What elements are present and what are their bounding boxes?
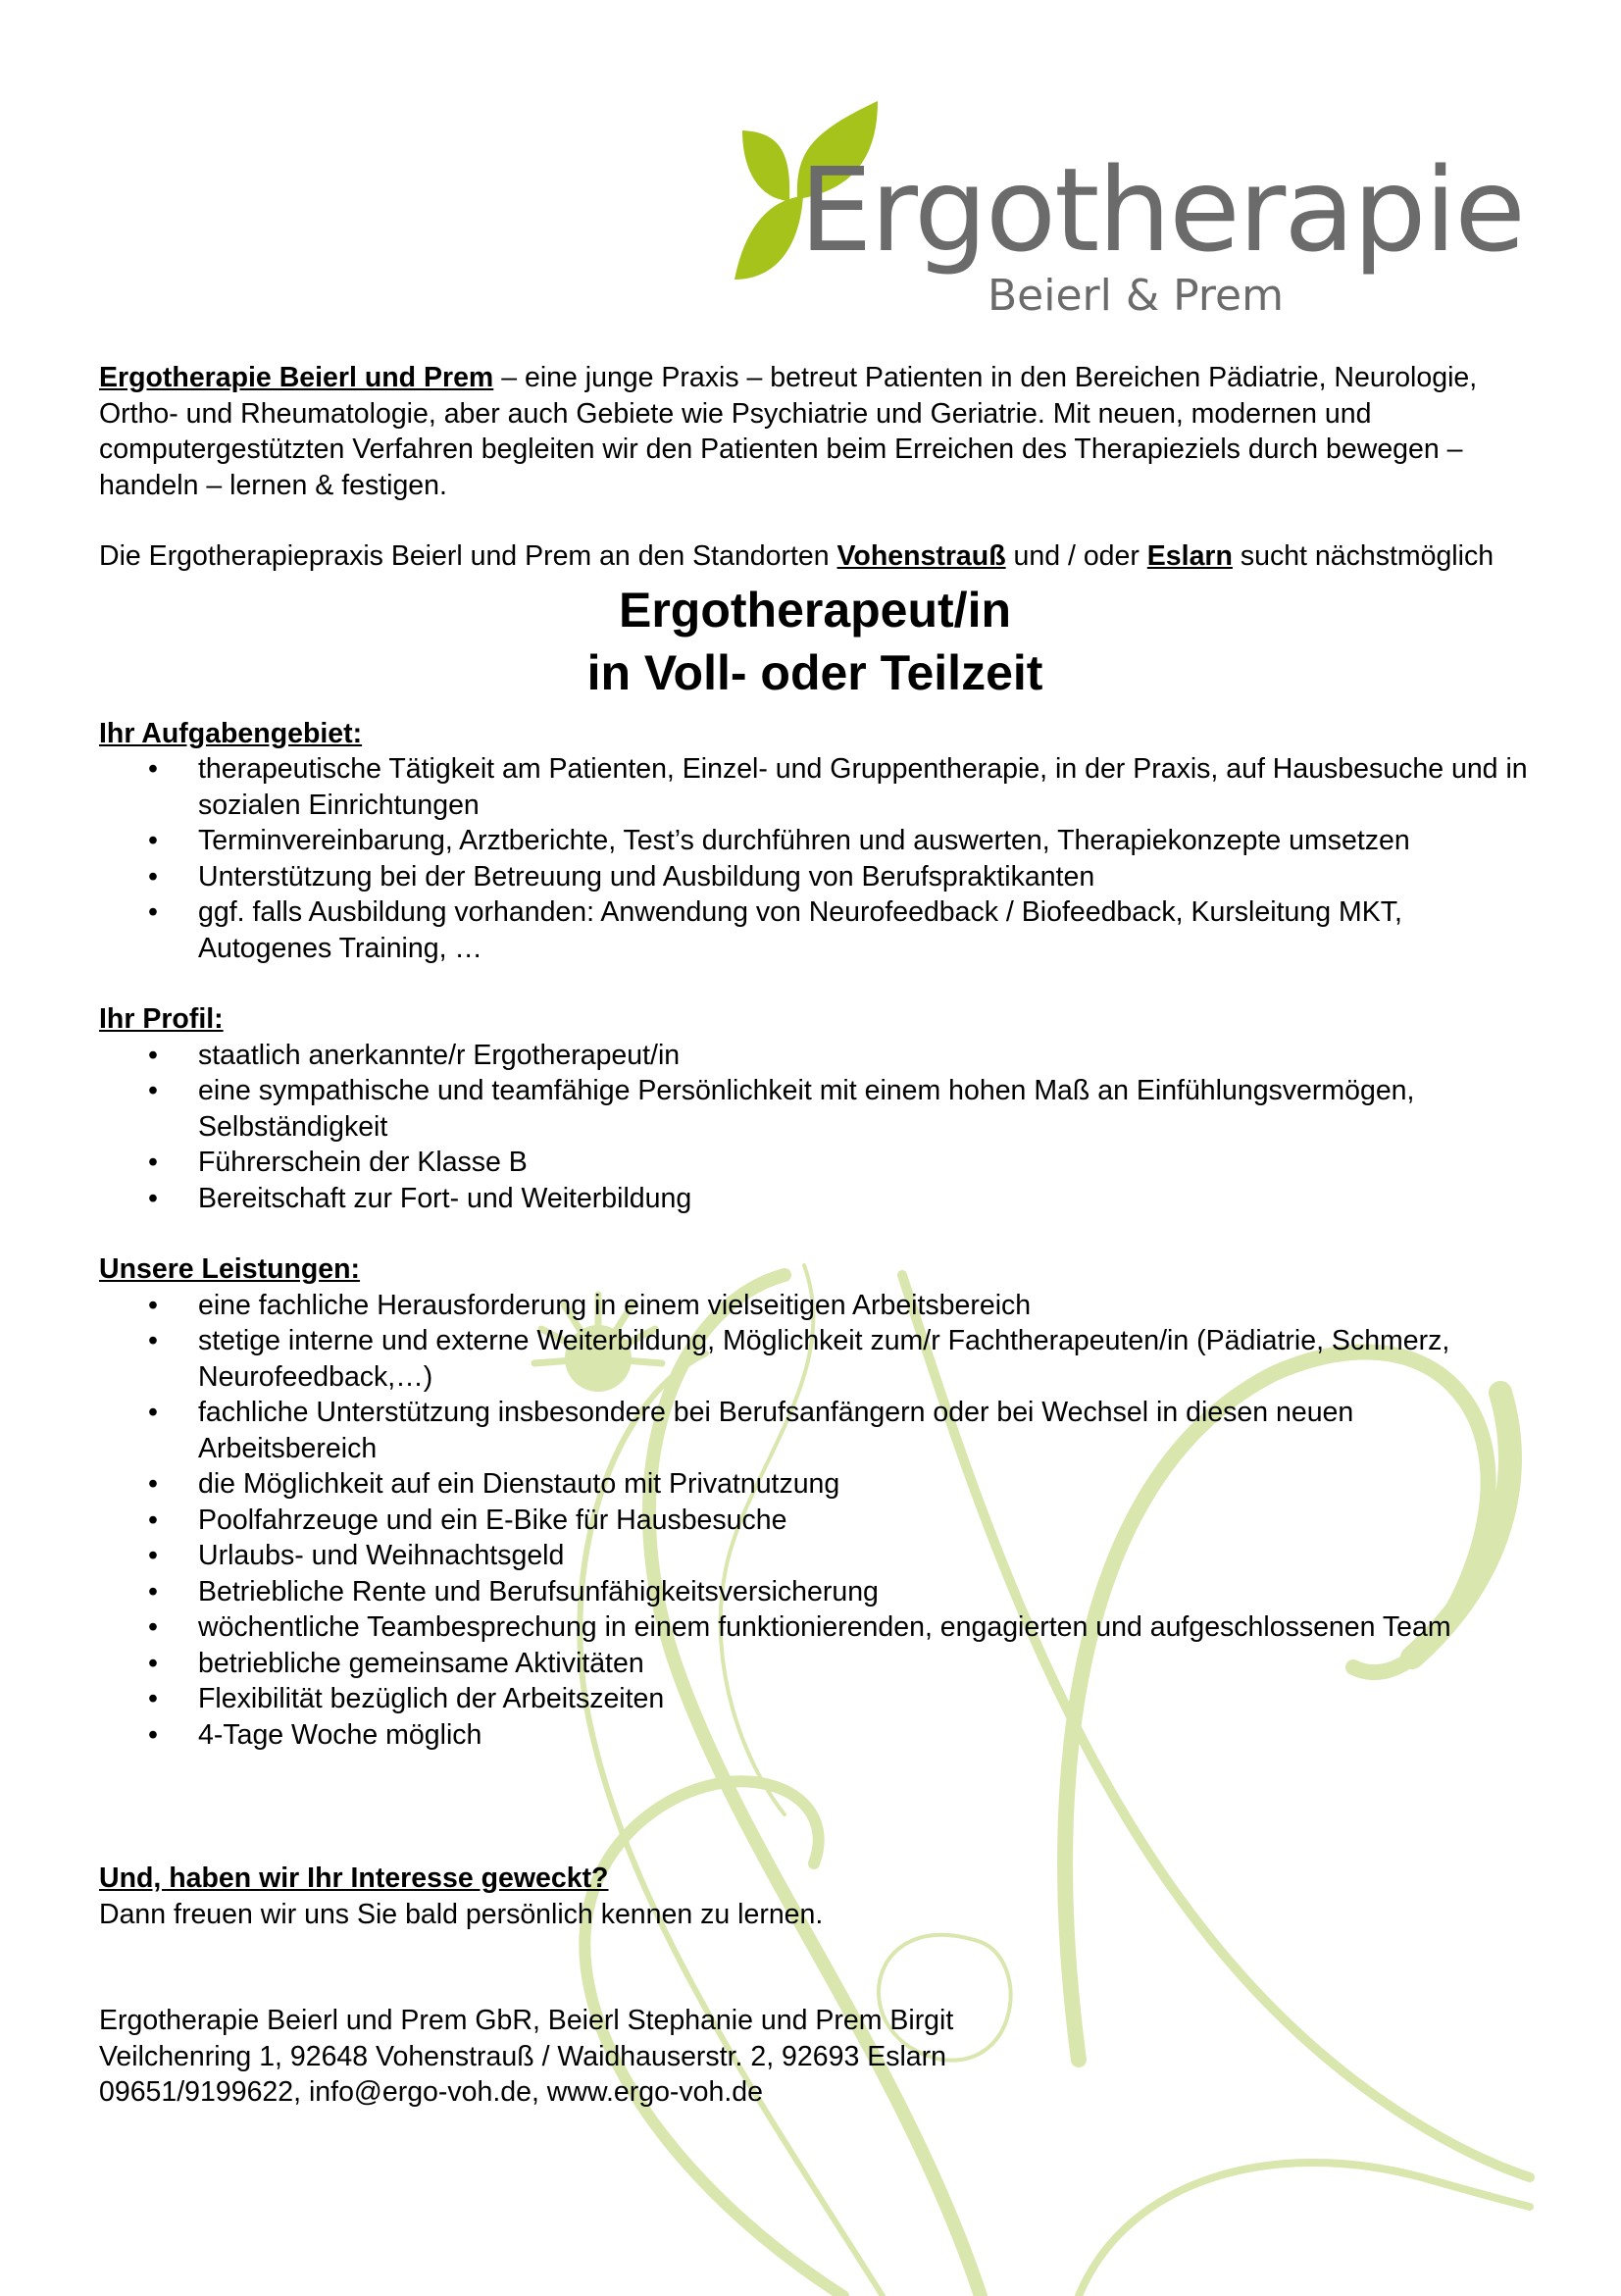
closing-text: Dann freuen wir uns Sie bald persönlich kennen zu lernen.: [99, 1898, 824, 1930]
bullet-icon: •: [148, 1039, 158, 1071]
job-title-line2: in Voll- oder Teilzeit: [586, 644, 1043, 700]
closing-section: [99, 1861, 1531, 1932]
list-item: • wöchentliche Teambesprechung in einem funktionierenden, engagierten und aufgeschlossenen Team: [99, 1609, 1531, 1646]
list-item: • Betriebliche Rente und Berufsunfähigkeitsversicherung: [99, 1574, 1531, 1610]
job-title-line1: Ergotherapeut/in: [618, 582, 1012, 638]
bullet-icon: •: [148, 1468, 158, 1500]
section-heading: Ihr Profil:: [99, 1003, 224, 1035]
closing-heading: Und, haben wir Ihr Interesse geweckt?: [99, 1862, 609, 1894]
bullet-icon: •: [148, 825, 158, 856]
list-item: • Führerschein der Klasse B: [99, 1145, 1531, 1181]
location-vohenstrauss: Vohenstrauß: [836, 540, 1006, 572]
bullet-icon: •: [148, 1575, 158, 1607]
location-eslarn: Eslarn: [1146, 540, 1233, 572]
bullet-icon: •: [148, 1289, 158, 1321]
profile-list: [99, 1038, 1531, 1217]
bullet-icon: •: [148, 1182, 158, 1214]
section-tasks: [99, 716, 1531, 967]
company-logo: [721, 93, 1524, 338]
bullet-icon: •: [148, 1147, 158, 1178]
logo-wordmark: Ergotherapie: [799, 142, 1524, 278]
job-title: [99, 579, 1531, 704]
job-posting: [99, 360, 1531, 2111]
section-benefits: [99, 1251, 1531, 1753]
bullet-icon: •: [148, 896, 158, 928]
list-item: • betriebliche gemeinsame Aktivitäten: [99, 1646, 1531, 1682]
list-item: • die Möglichkeit auf ein Dienstauto mit Privatnutzung: [99, 1466, 1531, 1503]
section-heading: Unsere Leistungen:: [99, 1253, 361, 1285]
search-middle: und / oder: [1005, 540, 1147, 572]
contact-email[interactable]: info@ergo-voh.de: [308, 2076, 532, 2108]
contact-details: 09651/9199622, info@ergo-voh.de, www.ergo-voh.de: [99, 2076, 763, 2108]
list-item: • Unterstützung bei der Betreuung und Ausbildung von Berufspraktikanten: [99, 859, 1531, 895]
list-item: • Terminvereinbarung, Arztberichte, Test’s durchführen und auswerten, Therapiekonzepte umsetzen: [99, 823, 1531, 859]
swirl-bottom-arc: [1079, 2163, 1530, 2296]
list-item: • eine sympathische und teamfähige Persönlichkeit mit einem hohen Maß an Einfühlungsvermögen, Selbständigkeit: [148, 1075, 1415, 1143]
list-item: • eine fachliche Herausforderung in einem vielseitigen Arbeitsbereich: [99, 1288, 1531, 1324]
intro-paragraph: [99, 360, 1531, 503]
search-suffix: sucht nächstmöglich: [1232, 540, 1494, 572]
bullet-icon: •: [148, 1504, 158, 1536]
bullet-icon: •: [148, 860, 158, 893]
bullet-icon: •: [148, 1325, 158, 1356]
bullet-icon: •: [148, 1647, 158, 1679]
bullet-icon: •: [148, 1683, 158, 1714]
list-item: • Bereitschaft zur Fort- und Weiterbildung: [99, 1181, 1531, 1217]
list-item: • fachliche Unterstützung insbesondere bei Berufsanfängern oder bei Wechsel in diesen neuen Arbeitsbereich: [148, 1397, 1354, 1464]
list-item: • ggf. falls Ausbildung vorhanden: Anwendung von Neurofeedback / Biofeedback, Kursleitung MKT, Autogenes Training, …: [148, 896, 1402, 964]
contact-website[interactable]: www.ergo-voh.de: [546, 2076, 763, 2108]
list-item: • staatlich anerkannte/r Ergotherapeut/in: [99, 1038, 1531, 1074]
list-item: • Urlaubs- und Weihnachtsgeld: [99, 1538, 1531, 1574]
benefits-list: [99, 1288, 1531, 1754]
bullet-icon: •: [148, 753, 158, 785]
tasks-list: [99, 751, 1531, 966]
list-item: • Flexibilität bezüglich der Arbeitszeiten: [99, 1681, 1531, 1717]
logo-subtitle: Beierl & Prem: [988, 271, 1284, 321]
search-prefix: Die Ergotherapiepraxis Beierl und Prem an den Standorten: [99, 540, 837, 572]
intro-text: – eine junge Praxis – betreut Patienten in den Bereichen Pädiatrie, Neurologie, Ortho- und Rheumatologie, aber auch Gebiete wie Psychiatrie und Geriatrie. Mit neuen, modernen und computergestützten Verfahren begleiten wir den Patienten beim Erreichen des Therapieziels durch bewegen – handeln – lernen & festigen.: [99, 362, 1478, 501]
bullet-icon: •: [148, 1397, 158, 1428]
section-profile: [99, 1001, 1531, 1216]
bullet-icon: •: [148, 1718, 158, 1751]
search-paragraph: [99, 538, 1531, 575]
list-item: • therapeutische Tätigkeit am Patienten, Einzel- und Gruppentherapie, in der Praxis, auf Hausbesuche und in sozialen Einrichtungen: [148, 753, 1528, 821]
bullet-icon: •: [148, 1075, 158, 1106]
contact-block: [99, 2003, 1531, 2111]
list-item: • stetige interne und externe Weiterbildung, Möglichkeit zum/r Fachtherapeuten/in (Pädiatrie, Schmerz, Neurofeedback,…): [148, 1325, 1450, 1393]
list-item: • Poolfahrzeuge und ein E-Bike für Hausbesuche: [99, 1503, 1531, 1539]
contact-addresses: Veilchenring 1, 92648 Vohenstrauß / Waidhauserstr. 2, 92693 Eslarn: [99, 2040, 946, 2072]
section-heading: Ihr Aufgabengebiet:: [99, 717, 363, 749]
intro-company-name: Ergotherapie Beierl und Prem: [99, 362, 494, 393]
bullet-icon: •: [148, 1611, 158, 1643]
list-item: • 4-Tage Woche möglich: [99, 1717, 1531, 1754]
bullet-icon: •: [148, 1540, 158, 1571]
contact-company: Ergotherapie Beierl und Prem GbR, Beierl Stephanie und Prem Birgit: [99, 2005, 954, 2036]
contact-phone: 09651/9199622: [99, 2076, 294, 2108]
